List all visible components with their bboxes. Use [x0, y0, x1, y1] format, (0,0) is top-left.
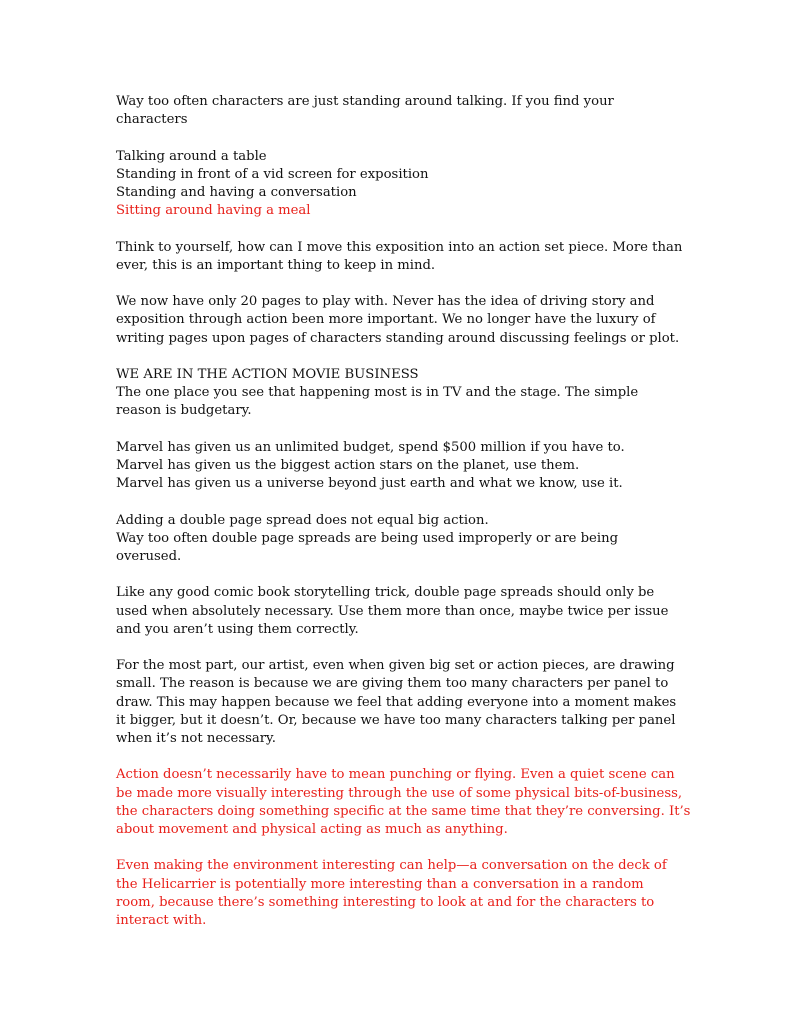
text-line: For the most part, our artist, even when given big set or action pieces, are drawing [116, 658, 675, 674]
text-line: Like any good comic book storytelling trick, double page spreads should only be [116, 585, 655, 601]
text-line: Marvel has given us a universe beyond just earth and what we know, use it. [116, 476, 623, 492]
text-line: The one place you see that happening most is in TV and the stage. The simple [116, 385, 639, 401]
text-line: used when absolutely necessary. Use them more than once, maybe twice per issue [116, 603, 669, 619]
text-line: writing pages upon pages of characters standing around discussing feelings or plot. [116, 330, 680, 346]
text-line-highlighted: Even making the environment interesting can help—a conversation on the deck of [116, 858, 667, 874]
paragraph-action-meaning [116, 766, 691, 839]
paragraph-double-page [116, 512, 691, 567]
text-line: Marvel has given us the biggest action stars on the planet, use them. [116, 457, 580, 473]
list-item: Standing and having a conversation [116, 185, 357, 200]
text-line: Adding a double page spread does not equal big action. [116, 512, 489, 528]
text-line: and you aren’t using them correctly. [116, 621, 359, 637]
list-item: Standing in front of a vid screen for exposition [116, 166, 429, 182]
paragraph-twenty-pages [116, 293, 691, 348]
text-line: draw. This may happen because we feel that adding everyone into a moment makes [116, 694, 677, 710]
text-line-highlighted: the Helicarrier is potentially more interesting than a conversation in a random [116, 876, 644, 892]
list-item: Talking around a table [116, 148, 267, 164]
text-line-highlighted: about movement and physical acting as much as anything. [116, 821, 508, 837]
text-line: overused. [116, 548, 182, 564]
paragraph-action-business [116, 366, 691, 421]
text-line: small. The reason is because we are giving them too many characters per panel to [116, 676, 669, 692]
text-line: Marvel has given us an unlimited budget, spend $500 million if you have to. [116, 439, 625, 455]
text-line: We now have only 20 pages to play with. Never has the idea of driving story and [116, 294, 655, 310]
text-line-highlighted: Action doesn’t necessarily have to mean punching or flying. Even a quiet scene can [116, 767, 675, 783]
section-heading: WE ARE IN THE ACTION MOVIE BUSINESS [116, 366, 419, 382]
text-line-highlighted: be made more visually interesting through the use of some physical bits-of-business, [116, 785, 683, 801]
text-line: Way too often double page spreads are being used improperly or are being [116, 530, 619, 546]
text-line: Way too often characters are just standing around talking. If you find your [116, 94, 614, 109]
paragraph-intro [116, 93, 691, 129]
text-line-highlighted: interact with. [116, 912, 207, 928]
text-line: reason is budgetary. [116, 403, 252, 419]
paragraph-marvel-given [116, 439, 691, 494]
text-line: when it’s not necessary. [116, 730, 276, 746]
paragraph-storytelling-trick [116, 584, 691, 639]
text-line-highlighted: the characters doing something specific at the same time that they’re conversing. It’s [116, 803, 691, 819]
paragraph-think [116, 239, 691, 275]
paragraph-drawing-small [116, 657, 691, 748]
text-line: characters [116, 112, 188, 128]
paragraph-environment [116, 857, 691, 930]
list-item-highlighted: Sitting around having a meal [116, 203, 311, 219]
text-line: exposition through action been more important. We no longer have the luxury of [116, 312, 656, 328]
text-line-highlighted: room, because there’s something interesting to look at and for the characters to [116, 894, 655, 910]
text-line: Think to yourself, how can I move this exposition into an action set piece. More than [116, 239, 683, 255]
text-line: it bigger, but it doesn’t. Or, because we have too many characters talking per panel [116, 712, 676, 728]
text-line: ever, this is an important thing to keep in mind. [116, 257, 436, 273]
paragraph-scenarios [116, 148, 691, 221]
document-body [116, 93, 691, 948]
